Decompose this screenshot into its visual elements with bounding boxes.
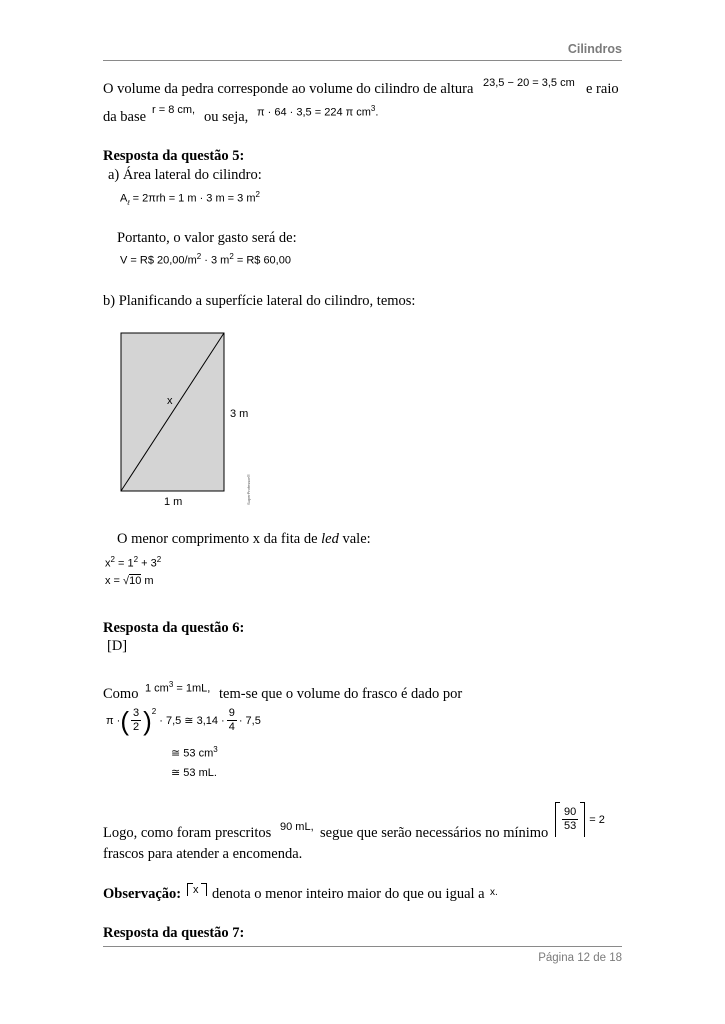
obs-x2: x. [490, 887, 498, 898]
width-label: 1 m [164, 496, 183, 508]
volume-expr [257, 104, 378, 119]
ceiling-left [555, 802, 560, 837]
intro-text-3: da base [103, 109, 147, 125]
paren-close: ) [143, 705, 152, 736]
q7-title: Resposta da questão 7: [103, 925, 245, 941]
eq2-lhs: x = √ [105, 575, 130, 587]
led-text: led [321, 531, 339, 547]
planified-rectangle-figure [110, 325, 270, 515]
eq1-b: = 1 [118, 557, 134, 570]
q5-al-formula [120, 190, 260, 207]
intro-text-4: ou seja, [204, 109, 249, 125]
q5-value-formula [120, 252, 291, 267]
header-rule [103, 60, 622, 61]
obs-right-bracket [201, 883, 207, 896]
radius-expr: r = 8 cm, [152, 104, 196, 116]
q5-menor-line [117, 531, 371, 548]
ceiling-right [580, 802, 585, 837]
frac1-num: 3 [132, 707, 140, 719]
unit-pre: 1 cm [145, 682, 169, 695]
calc-exp: 2 [151, 707, 157, 716]
q6-approx1 [171, 745, 218, 760]
calc-frac-1 [131, 707, 141, 734]
approx1-text: ≅ 53 cm [171, 747, 214, 760]
intro-line-1 [103, 81, 473, 98]
calc-mid: · 7,5 ≅ 3,14 · [159, 715, 225, 727]
v-exp1: 2 [196, 252, 202, 261]
al-symbol: A [120, 192, 128, 205]
q6-title: Resposta da questão 6: [103, 620, 245, 636]
q5-portanto: Portanto, o valor gasto será de: [117, 230, 297, 246]
frac2-num: 9 [228, 707, 235, 719]
q6-como: Como [103, 686, 139, 702]
ceiling-result: = 2 [589, 813, 605, 826]
q6-frascos: frascos para atender a encomenda. [103, 846, 303, 862]
q5-b-label: b) Planificando a superfície lateral do cilindro, temos: [103, 293, 416, 309]
eq2-radicand: 10 [129, 575, 142, 587]
unit-exp: 3 [168, 680, 174, 689]
q6-temse: tem-se que o volume do frasco é dado por [219, 686, 463, 702]
q6-calc [106, 707, 261, 734]
obs-ceil-x [187, 884, 207, 896]
eq1-exp2: 2 [133, 555, 139, 564]
volume-expr-main: π · 64 · 3,5 = 224 π cm [257, 106, 371, 119]
q5-a-label: a) Área lateral do cilindro: [108, 167, 262, 183]
v-exp2: 2 [229, 252, 234, 261]
v-pre: V = R$ 20,00/m [120, 254, 197, 267]
q6-segue: segue que serão necessários no mínimo [320, 825, 549, 841]
diagonal-label: x [167, 395, 173, 407]
v-mid: · 3 m [204, 254, 230, 267]
q6-ceiling-expr [555, 802, 605, 840]
q5-title: Resposta da questão 5: [103, 148, 245, 164]
header-title: Cilindros [567, 42, 622, 56]
frac2-den: 4 [228, 721, 235, 733]
q6-approx2: ≅ 53 mL. [171, 767, 217, 779]
al-expr: = 2πrh = 1 m · 3 m = 3 m [132, 192, 256, 205]
volume-end: . [375, 106, 379, 119]
q6-prescritos: 90 mL, [280, 821, 314, 833]
q5-eq2 [105, 575, 154, 587]
paren-open: ( [120, 705, 129, 736]
q6-observacao [103, 886, 181, 903]
al-subscript: ℓ [127, 199, 130, 207]
vale-text: vale: [342, 531, 371, 547]
eq1-x: x [105, 557, 111, 570]
q6-unit-eq [145, 680, 210, 695]
unit-post: = 1mL, [176, 682, 211, 695]
eq1-exp1: 2 [110, 555, 115, 564]
obs-text: denota o menor inteiro maior do que ou igual a [212, 886, 485, 902]
frac1-den: 2 [132, 721, 140, 733]
eq1-c: + 3 [141, 557, 157, 570]
calc-end: · 7,5 [238, 714, 261, 727]
menor-text: O menor comprimento x da fita de [117, 531, 318, 547]
intro-text-1: O volume da pedra corresponde ao volume do cilindro de altura [103, 81, 474, 97]
height-expr: 23,5 − 20 = 3,5 cm [483, 77, 575, 89]
q5-eq1 [105, 555, 161, 570]
v-end: = R$ 60,00 [236, 254, 291, 267]
q6-logo: Logo, como foram prescritos [103, 825, 272, 841]
obs-label: Observação: [103, 886, 182, 902]
volume-exp: 3 [370, 104, 376, 113]
footer-rule [103, 946, 622, 947]
ceiling-den: 53 [564, 820, 577, 832]
q6-answer: [D] [107, 638, 128, 654]
calc-frac-2 [227, 707, 237, 734]
figure-credit: SuperProfessor® [246, 474, 251, 505]
eq1-exp3: 2 [156, 555, 162, 564]
al-exp: 2 [255, 190, 260, 199]
ceiling-num: 90 [564, 806, 577, 818]
calc-pi: π · [106, 714, 121, 727]
approx1-exp: 3 [213, 745, 218, 754]
intro-text-2: e raio [586, 81, 619, 97]
eq2-unit: m [141, 575, 154, 587]
ceiling-frac [562, 806, 578, 833]
footer-page-number: Página 12 de 18 [538, 952, 622, 964]
ceiling-brackets [555, 802, 605, 837]
height-label: 3 m [230, 408, 249, 420]
obs-x: x [193, 884, 199, 896]
